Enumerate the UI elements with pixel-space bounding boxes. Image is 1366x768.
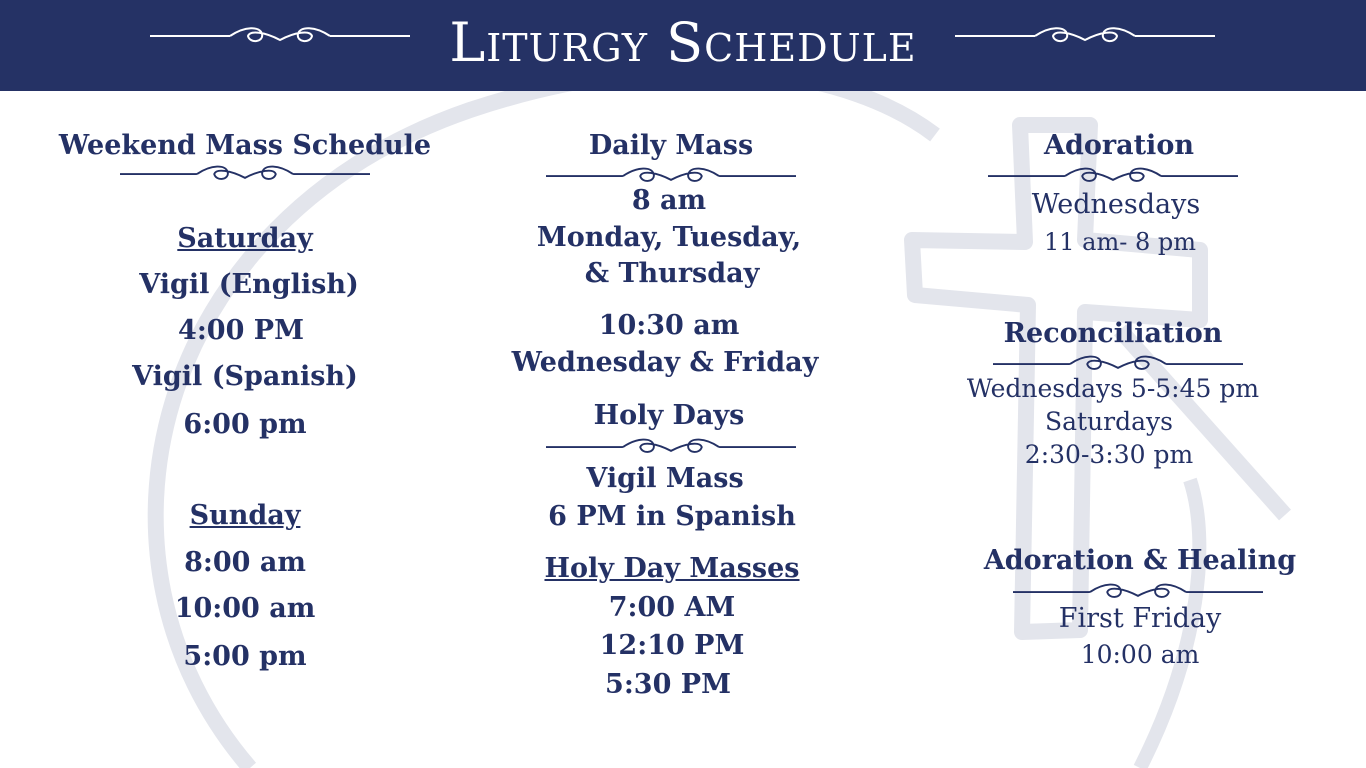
holy-heading: Holy Days [593,400,745,431]
sun-line: 10:00 am [174,593,316,624]
weekend-heading: Weekend Mass Schedule [58,130,432,161]
adoration-line: Wednesdays [1031,189,1201,220]
daily-line: & Thursday [584,258,760,289]
healing-heading: Adoration & Healing [983,545,1297,576]
holy-line: Vigil Mass [586,463,744,494]
daily-heading: Daily Mass [588,130,754,161]
sat-line: 4:00 PM [178,315,304,346]
holy-mass-time: 7:00 AM [608,592,736,623]
adoration-heading: Adoration [1044,130,1194,161]
reconciliation-line: Saturdays [1045,407,1173,436]
reconciliation-heading: Reconciliation [1003,318,1223,349]
scroll-flourish-icon [150,22,410,52]
page-title: Liturgy Schedule [449,11,917,74]
saturday-label: Saturday [177,223,313,254]
holy-mass-time: 5:30 PM [605,669,731,700]
holy-line: 6 PM in Spanish [548,501,796,532]
scroll-flourish-icon [955,22,1215,52]
healing-line: First Friday [1058,603,1222,634]
reconciliation-line: Wednesdays 5-5:45 pm [966,374,1260,403]
daily-line: Monday, Tuesday, [536,222,802,253]
adoration-line: 11 am- 8 pm [1044,228,1196,256]
daily-line: Wednesday & Friday [511,347,819,378]
sun-line: 8:00 am [184,547,306,578]
scroll-flourish-icon [546,433,796,463]
sat-line: Vigil (English) [139,269,359,300]
sat-line: Vigil (Spanish) [132,361,358,392]
sunday-label: Sunday [189,500,301,531]
holy-masses-label: Holy Day Masses [544,553,800,584]
sun-line: 5:00 pm [183,641,307,672]
reconciliation-line: 2:30-3:30 pm [1024,440,1194,469]
sat-line: 6:00 pm [183,409,307,440]
healing-line: 10:00 am [1080,640,1200,669]
daily-line: 10:30 am [598,310,740,341]
daily-line: 8 am [631,185,707,216]
scroll-flourish-icon [120,160,370,190]
holy-mass-time: 12:10 PM [599,630,745,661]
